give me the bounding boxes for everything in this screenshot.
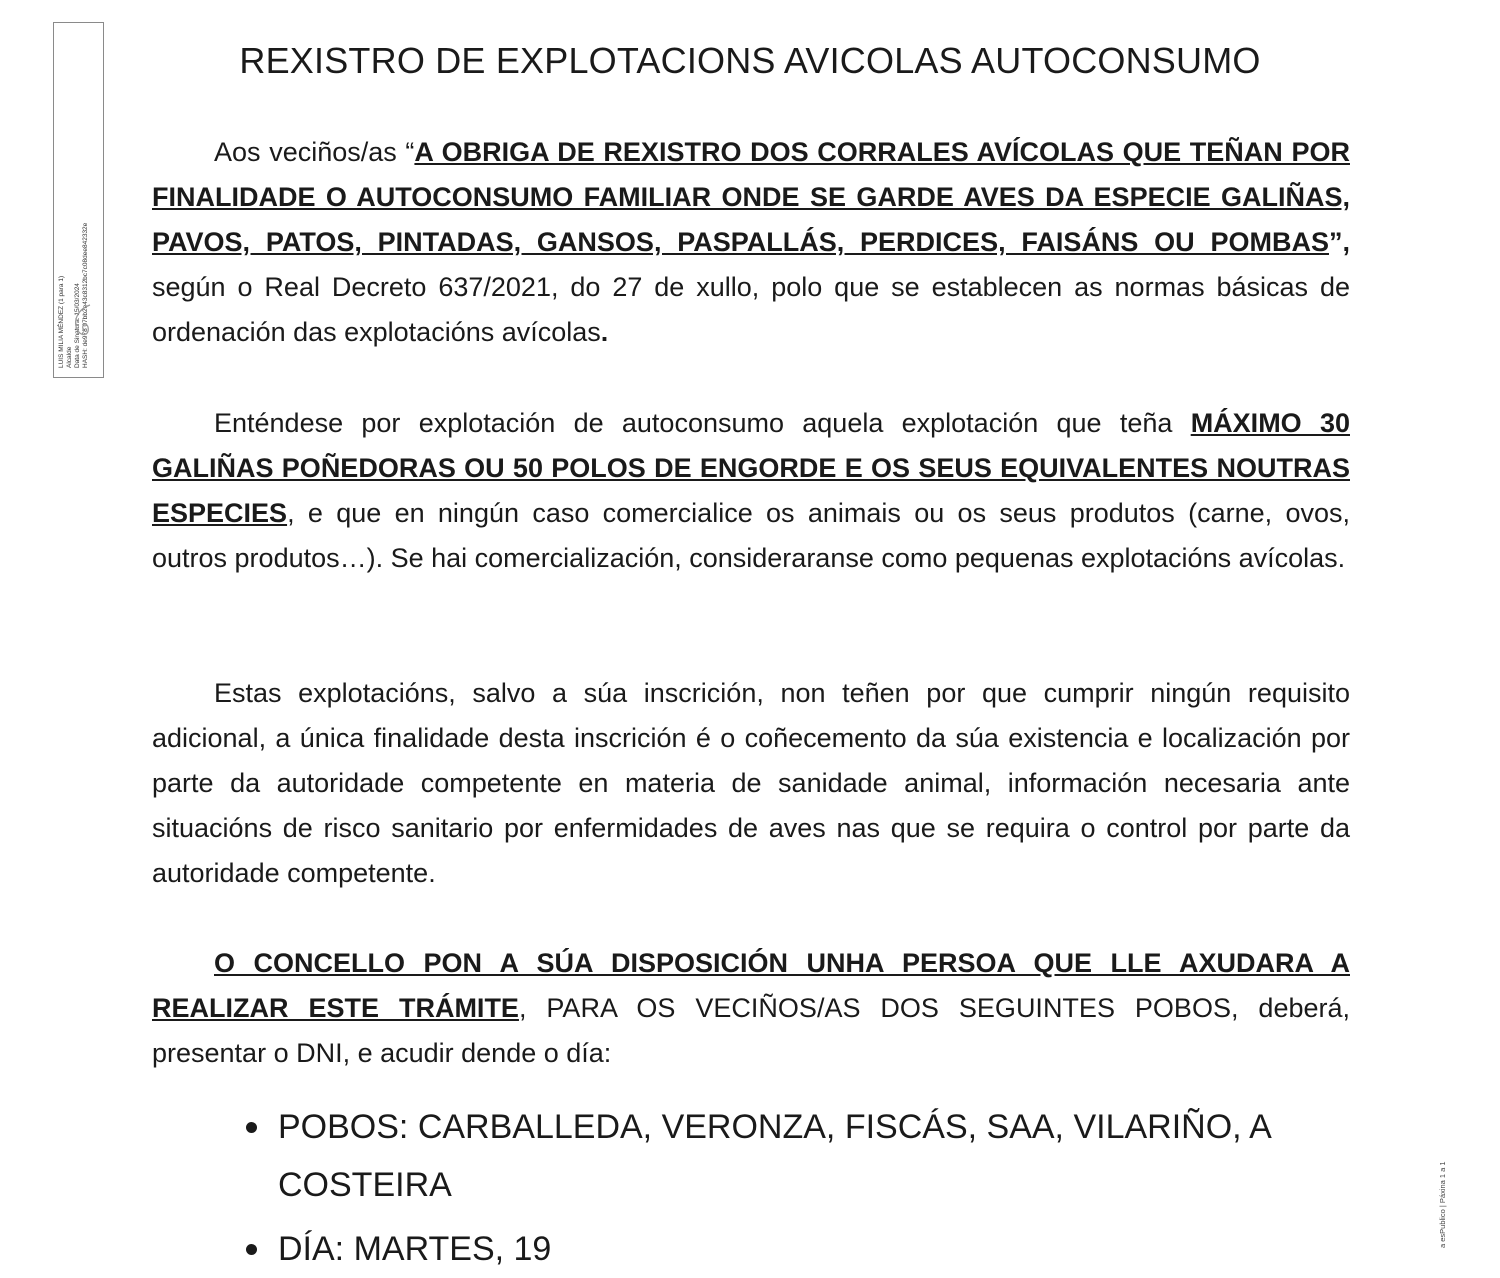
p2-prefix: Enténdese por explotación de autoconsumo aquela explotación que teña [214,408,1191,438]
p2-rest: , e que en ningún caso comercialice os animais ou os seus produtos (carne, ovos, outros produtos…). Se hai comercialización, consideraranse como pequenas explotacións avícolas. [152,498,1350,573]
signature-stamp-text [58,223,90,368]
list-item [240,1098,1350,1214]
p1-close-quote: ”, [1328,227,1350,257]
p4-bold-underlined: O CONCELLO PON A SÚA DISPOSICIÓN UNHA PERSOA QUE LLE AXUDARA A REALIZAR ESTE TRÁMITE [152,948,1350,1023]
list-item [240,1220,1350,1278]
document-title: REXISTRO DE EXPLOTACIONS AVICOLAS AUTOCONSUMO [239,40,1261,81]
handwritten-signature-icon [68,301,98,341]
p1-bold-underlined: A OBRIGA DE REXISTRO DOS CORRALES AVÍCOLAS QUE TEÑAN POR FINALIDADE O AUTOCONSUMO FAMILIAR ONDE SE GARDE AVES DA ESPECIE GALIÑAS, PAVOS, PATOS, PINTADAS, GANSOS, PASPALLÁS, PERDICES, FAISÁNS OU POMBAS [152,137,1350,257]
p1-end: . [600,317,609,347]
p2-bold-underlined: MÁXIMO 30 GALIÑAS POÑEDORAS OU 50 POLOS DE ENGORDE E OS SEUS EQUIVALENTES NOUTRAS ESPECIES [152,408,1350,528]
stamp-line-role: Alcalde [66,346,73,368]
paragraph-definition [152,401,1350,581]
list-item-text: DÍA: MARTES, 19 [278,1230,552,1268]
paragraph-requirements [152,671,1350,896]
p1-prefix: Aos veciños/as “ [214,137,415,167]
schedule-list [240,1098,1350,1278]
p3-text: Estas explotacións, salvo a súa inscrición, non teñen por que cumprir ningún requisito adicional, a única finalidade desta inscrición é o coñecemento da súa existencia e localización por parte da autoridade competente en materia de sanidade animal, información necesaria ante situacións de risco sanitario por enfermidades de aves nas que se requira o control por parte da autoridade competente. [152,678,1350,888]
p1-rest: según o Real Decreto 637/2021, do 27 de xullo, polo que se establecen as normas básicas de ordenación das explotacións avícolas [152,272,1350,347]
signature-stamp [53,22,104,378]
stamp-line-hash: HASH: de978 07bb2e43c8312bc7c08dee842332e [82,222,89,368]
paragraph-registration-obligation [152,130,1350,355]
list-item-text: POBOS: CARBALLEDA, VERONZA, FISCÁS, SAA, VILARIÑO, A COSTEIRA [278,1108,1270,1204]
page-side-note: a esPublico | Páxina 1 a 1 [1438,1161,1447,1248]
paragraph-assistance [152,941,1350,1076]
bullet-icon [246,1122,257,1133]
stamp-line-signer: LUIS MILIA MÉNDEZ (1 para 1) [58,275,65,368]
p4-rest: , PARA OS VECIÑOS/AS DOS SEGUINTES POBOS, deberá, presentar o DNI, e acudir dende o día: [152,993,1350,1068]
stamp-line-date: Data de Sinatura: 15/03/2024 [74,283,81,368]
